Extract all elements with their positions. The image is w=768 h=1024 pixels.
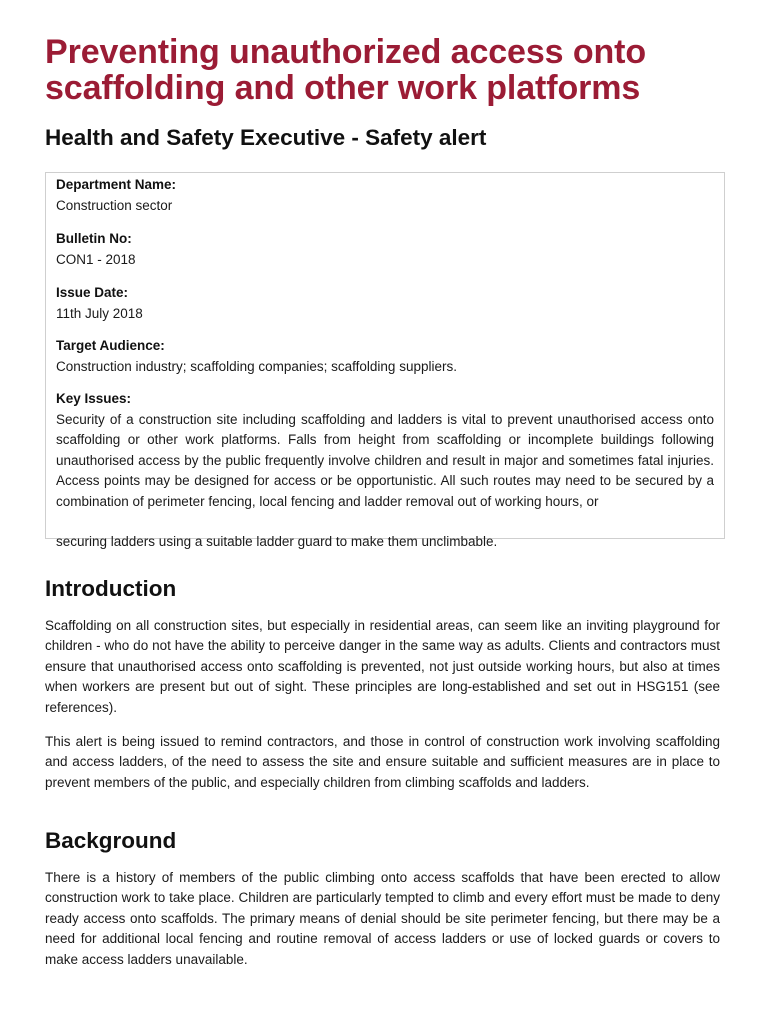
key-issues-field (56, 389, 131, 410)
introduction-paragraph-1: Scaffolding on all construction sites, but especially in residential areas, can seem like an inviting playground for children - who do not have the ability to perceive danger in the same way as adults. Clients and contractors must ensure that unauthorised access onto scaffolding is prevented, not just outside working hours, but also at times when workers are present but out of sight. These principles are long-established and set out in HSG151 (see references). (45, 618, 720, 715)
background-paragraph-1: There is a history of members of the public climbing onto access scaffolds that have been erected to allow construction work to take place. Children are particularly tempted to climb and every effort must be made to deny ready access onto scaffolds. The primary means of denial should be site perimeter fencing, but there may be a need for additional local fencing and routine removal of access ladders or use of locked guards or covers to make access ladders unavailable. (45, 870, 720, 967)
document-title: Preventing unauthorized access onto scaffolding and other work platforms (45, 33, 647, 107)
introduction-heading: Introduction (45, 576, 177, 601)
target-audience-value: Construction industry; scaffolding companies; scaffolding suppliers. (56, 358, 457, 374)
bulletin-field (56, 229, 136, 270)
introduction-paragraph-2: This alert is being issued to remind contractors, and those in control of construction work involving scaffolding and access ladders, of the need to assess the site and ensure suitable and sufficient measures are in place to prevent members of the public, and especially children from climbing scaffolds and ladders. (45, 734, 720, 790)
background-heading: Background (45, 828, 177, 853)
issue-date-label: Issue Date: (56, 285, 129, 300)
document-subtitle: Health and Safety Executive - Safety alert (45, 125, 487, 150)
department-label: Department Name: (56, 177, 177, 192)
key-issues-text: Security of a construction site including scaffolding and ladders is vital to prevent unauthorised access onto scaffolding or other work platforms. Falls from height from scaffolding or incomplete buildings following unauthorised access by the public frequently involve children and result in major and sometimes fatal injuries. Access points may be designed for access or be opportunistic. All such routes may need to be secured by a combination of perimeter fencing, local fencing and ladder removal out of working hours, or (56, 412, 714, 509)
issue-date-value: 11th July 2018 (56, 305, 143, 321)
issue-date-field (56, 283, 143, 324)
department-field (56, 175, 176, 216)
key-issues-label: Key Issues: (56, 391, 132, 406)
department-value: Construction sector (56, 197, 173, 213)
key-issues-overflow-text: securing ladders using a suitable ladder guard to make them unclimbable. (56, 534, 498, 549)
bulletin-label: Bulletin No: (56, 231, 132, 246)
target-audience-label: Target Audience: (56, 338, 165, 353)
target-audience-field (56, 336, 457, 377)
bulletin-value: CON1 - 2018 (56, 251, 136, 267)
